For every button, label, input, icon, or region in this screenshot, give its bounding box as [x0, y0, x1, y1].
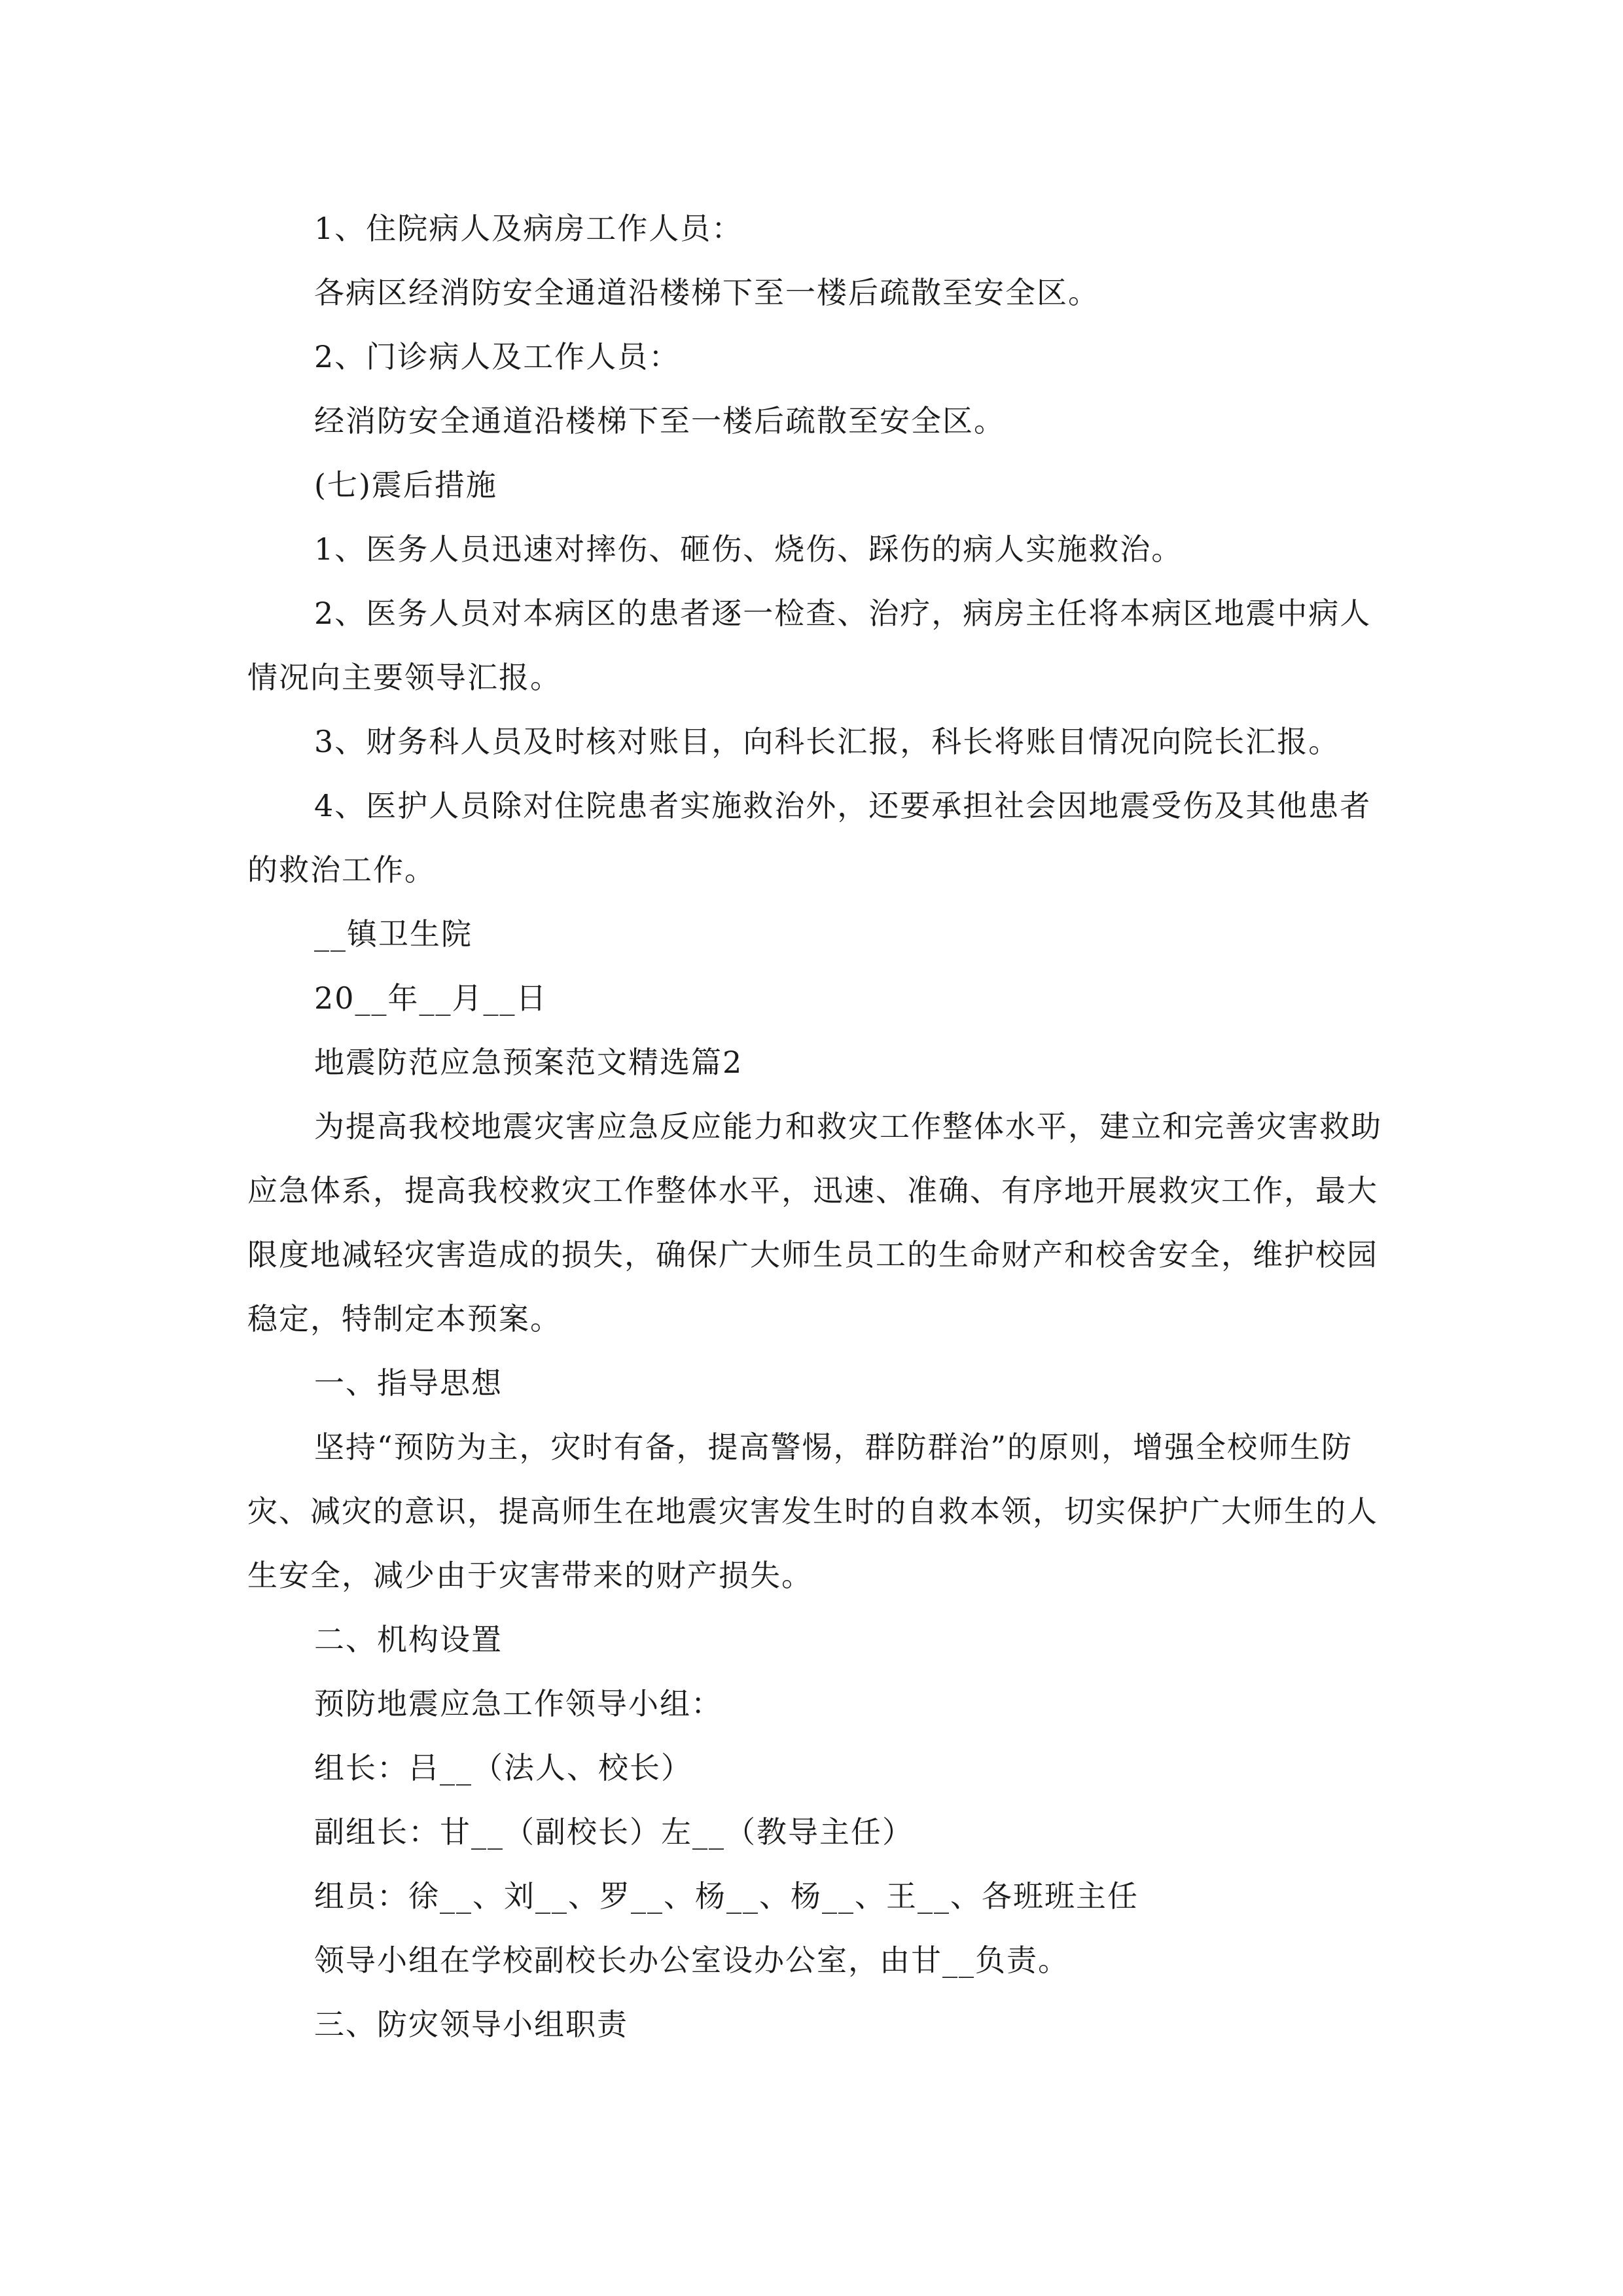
- section-heading-post-quake-measures: (七)震后措施: [314, 467, 497, 503]
- paragraph-measure-3: 3、财务科人员及时核对账目，向科长汇报，科长将账目情况向院长汇报。: [314, 724, 1340, 759]
- paragraph-group-leader: 组长：吕__（法人、校长）: [314, 1750, 692, 1785]
- paragraph-measure-2: 2、医务人员对本病区的患者逐一检查、治疗，病房主任将本病区地震中病人情况向主要领导汇报。: [247, 596, 1372, 695]
- paragraph-outpatient-evacuation: 经消防安全通道沿楼梯下至一楼后疏散至安全区。: [314, 403, 1005, 439]
- paragraph-measure-1: 1、医务人员迅速对摔伤、砸伤、烧伤、踩伤的病人实施救治。: [314, 531, 1183, 567]
- paragraph-inpatient-evacuation: 各病区经消防安全通道沿楼梯下至一楼后疏散至安全区。: [314, 275, 1099, 310]
- paragraph-group-members: 组员：徐__、刘__、罗__、杨__、杨__、王__、各班班主任: [314, 1878, 1139, 1914]
- paragraph-inpatient-heading: 1、住院病人及病房工作人员：: [314, 211, 743, 246]
- document-body: [247, 196, 1399, 2056]
- paragraph-outpatient-heading: 2、门诊病人及工作人员：: [314, 339, 681, 374]
- paragraph-purpose: 为提高我校地震灾害应急反应能力和救灾工作整体水平，建立和完善灾害救助应急体系，提高我校救灾工作整体水平，迅速、准确、有序地开展救灾工作，最大限度地减轻灾害造成的损失，确保广大师生员工的生命财产和校舍安全，维护校园稳定，特制定本预案。: [247, 1109, 1382, 1336]
- paragraph-leading-group: 预防地震应急工作领导小组：: [314, 1686, 722, 1721]
- paragraph-guiding-thought: 坚持“预防为主，灾时有备，提高警惕，群防群治”的原则，增强全校师生防灾、减灾的意识，提高师生在地震灾害发生时的自救本领，切实保护广大师生的人生安全，减少由于灾害带来的财产损失。: [247, 1429, 1378, 1593]
- paragraph-deputy-leader: 副组长：甘__（副校长）左__（教导主任）: [314, 1814, 914, 1850]
- paragraph-office: 领导小组在学校副校长办公室设办公室，由甘__负责。: [314, 1943, 1069, 1978]
- section-heading-guiding-thought: 一、指导思想: [314, 1365, 503, 1401]
- article-title-part-2: 地震防范应急预案范文精选篇2: [314, 1045, 743, 1080]
- paragraph-measure-4: 4、医护人员除对住院患者实施救治外，还要承担社会因地震受伤及其他患者的救治工作。: [247, 788, 1372, 888]
- signature-date: 20__年__月__日: [314, 980, 548, 1016]
- section-heading-organization: 二、机构设置: [314, 1622, 503, 1657]
- section-heading-responsibilities: 三、防灾领导小组职责: [314, 2007, 628, 2042]
- signature-hospital: __镇卫生院: [314, 916, 473, 952]
